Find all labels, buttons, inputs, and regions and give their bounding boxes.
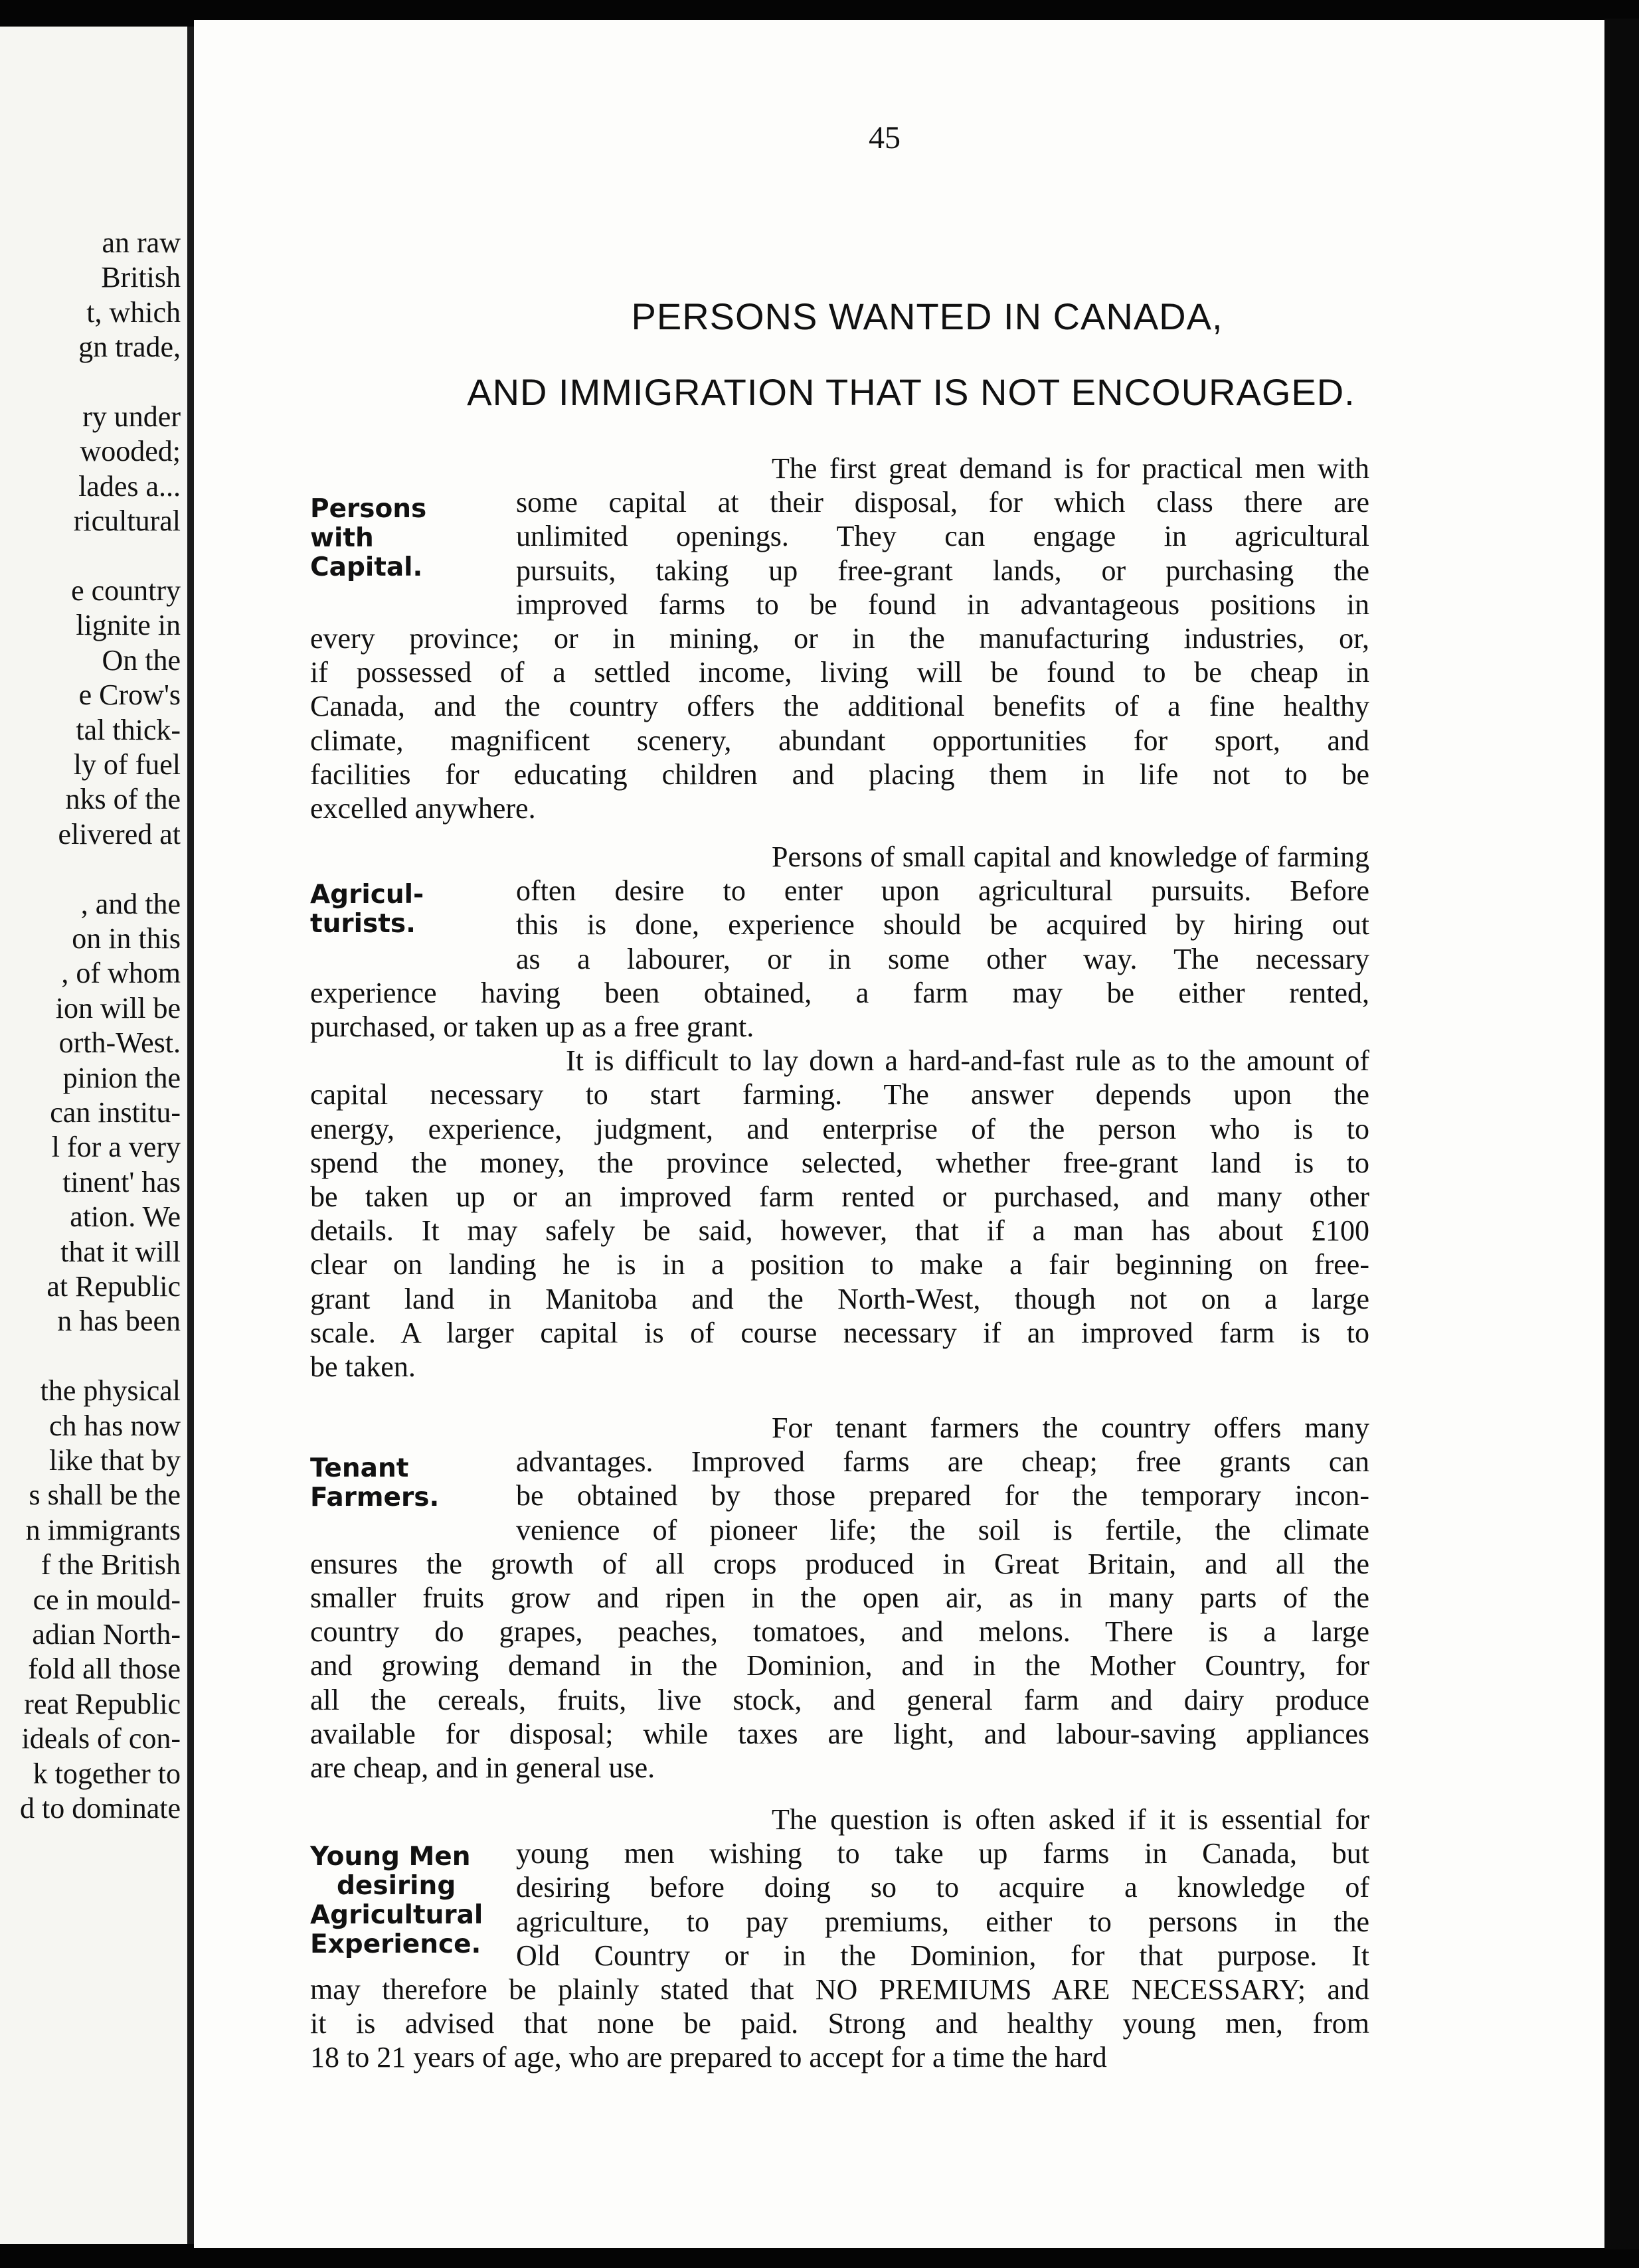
margin-heading — [310, 495, 509, 582]
text-line: grant land in Manitoba and the North-West, though not on a large — [310, 1282, 1369, 1315]
previous-page-line: at Republic — [46, 1270, 181, 1303]
margin-heading-line: desiring — [337, 1871, 456, 1901]
previous-page-line: fold all those — [28, 1653, 181, 1686]
previous-page-line: f the British — [41, 1548, 181, 1581]
text-line: spend the money, the province selected, whether free-grant land is to — [310, 1146, 1369, 1179]
margin-heading-line: turists. — [310, 909, 416, 939]
text-line: if possessed of a settled income, living will be found to be cheap in — [310, 656, 1369, 689]
text-line: are cheap, and in general use. — [310, 1751, 655, 1784]
text-line: venience of pioneer life; the soil is fertile, the climate — [516, 1513, 1369, 1546]
previous-page-line: ideals of con- — [21, 1722, 181, 1755]
text-line: facilities for educating children and placing them in life not to be — [310, 758, 1369, 791]
text-line: Canada, and the country offers the additional benefits of a fine healthy — [310, 690, 1369, 723]
text-line: may therefore be plainly stated that NO PREMIUMS ARE NECESSARY; and — [310, 1973, 1369, 2006]
previous-page-line: ch has now — [49, 1409, 181, 1442]
previous-page-line: lades a... — [78, 469, 181, 503]
previous-page-line: e country — [71, 574, 181, 607]
previous-page-line: the physical — [40, 1374, 181, 1408]
document-page — [194, 20, 1607, 2248]
text-line: agriculture, to pay premiums, either to persons in the — [516, 1905, 1369, 1938]
previous-page-line: ion will be — [55, 991, 181, 1024]
text-line: desiring before doing so to acquire a knowledge of — [516, 1871, 1369, 1904]
text-line: purchased, or taken up as a free grant. — [310, 1011, 754, 1043]
text-line: energy, experience, judgment, and enterprise of the person who is to — [310, 1112, 1369, 1145]
text-line: It is difficult to lay down a hard-and-fast rule as to the amount of — [566, 1044, 1369, 1078]
margin-heading — [310, 1842, 509, 1959]
previous-page-line: like that by — [49, 1444, 181, 1477]
text-line: For tenant farmers the country offers many — [772, 1412, 1369, 1444]
previous-page-line: n has been — [57, 1305, 181, 1338]
previous-page-line: on in this — [72, 922, 181, 955]
previous-page-line: ly of fuel — [73, 748, 181, 781]
margin-heading-line: Young Men — [310, 1842, 471, 1872]
previous-page-line: an raw — [102, 226, 181, 259]
text-line: often desire to enter upon agricultural pursuits. Before — [516, 874, 1369, 908]
text-line: and growing demand in the Dominion, and in the Mother Country, for — [310, 1649, 1369, 1682]
text-line: The first great demand is for practical men with — [772, 452, 1369, 485]
text-line: ensures the growth of all crops produced in Great Britain, and all the — [310, 1547, 1369, 1580]
text-line: every province; or in mining, or in the manufacturing industries, or, — [310, 622, 1369, 655]
page-number: 45 — [869, 120, 901, 155]
text-line: 18 to 21 years of age, who are prepared to accept for a time the hard — [310, 2041, 1107, 2074]
previous-page-line: ry under — [82, 400, 181, 433]
previous-page-line: ation. We — [70, 1200, 181, 1234]
margin-heading-line: Experience. — [310, 1929, 481, 1959]
text-line: some capital at their disposal, for which class there are — [516, 486, 1369, 519]
previous-page-line: lignite in — [76, 609, 181, 642]
text-line: Old Country or in the Dominion, for that purpose. It — [516, 1939, 1369, 1972]
previous-page-line: t, which — [86, 295, 181, 329]
text-line: The question is often asked if it is essential for — [772, 1803, 1369, 1836]
text-line: details. It may safely be said, however, that if a man has about £100 — [310, 1214, 1369, 1248]
previous-page-line: can institu- — [50, 1096, 181, 1129]
previous-page-line: gn trade, — [78, 331, 181, 364]
margin-heading — [310, 880, 509, 939]
previous-page-line: that it will — [60, 1235, 181, 1268]
previous-page-fragment — [0, 27, 187, 2244]
text-line: Persons of small capital and knowledge of farming — [772, 841, 1369, 873]
text-line: unlimited openings. They can engage in agricultural — [516, 520, 1369, 553]
margin-heading — [310, 1454, 509, 1512]
text-line: it is advised that none be paid. Strong and healthy young men, from — [310, 2007, 1369, 2040]
text-line: country do grapes, peaches, tomatoes, and melons. There is a large — [310, 1615, 1369, 1649]
previous-page-line: k together to — [33, 1757, 181, 1790]
page-title-line-1: PERSONS WANTED IN CANADA, — [631, 295, 1223, 337]
previous-page-line: n immigrants — [25, 1513, 181, 1546]
previous-page-line: elivered at — [58, 817, 181, 850]
text-line: pursuits, taking up free-grant lands, or purchasing the — [516, 554, 1369, 587]
page-edge-shadow — [1604, 19, 1639, 2249]
text-line: be taken. — [310, 1350, 416, 1383]
previous-page-line: On the — [102, 643, 181, 677]
margin-heading-line: Capital. — [310, 552, 423, 582]
previous-page-line: nks of the — [65, 783, 181, 816]
text-line: smaller fruits grow and ripen in the open air, as in many parts of the — [310, 1581, 1369, 1614]
previous-page-line: orth-West. — [58, 1026, 181, 1060]
previous-page-line: , of whom — [61, 957, 181, 990]
previous-page-line: ricultural — [73, 505, 181, 538]
page-title-line-2: AND IMMIGRATION THAT IS NOT ENCOURAGED. — [467, 371, 1355, 413]
text-line: excelled anywhere. — [310, 792, 536, 825]
previous-page-line: ce in mould- — [33, 1583, 181, 1616]
text-line: experience having been obtained, a farm may be either rented, — [310, 976, 1369, 1009]
previous-page-line: wooded; — [80, 435, 181, 468]
previous-page-line: , and the — [80, 887, 181, 920]
previous-page-line: pinion the — [62, 1061, 181, 1094]
text-line: clear on landing he is in a position to make a fair beginning on free- — [310, 1248, 1369, 1281]
previous-page-line: reat Republic — [24, 1687, 181, 1720]
text-line: climate, magnificent scenery, abundant opportunities for sport, and — [310, 724, 1369, 757]
previous-page-line: s shall be the — [29, 1479, 181, 1512]
text-line: capital necessary to start farming. The answer depends upon the — [310, 1078, 1369, 1111]
margin-heading-line: Agricultural — [310, 1900, 483, 1930]
text-line: as a labourer, or in some other way. The necessary — [516, 942, 1369, 975]
margin-heading-line: Persons — [310, 494, 427, 524]
text-line: this is done, experience should be acquired by hiring out — [516, 908, 1369, 941]
previous-page-line: d to dominate — [20, 1792, 181, 1824]
margin-heading-line: Tenant — [310, 1453, 409, 1483]
previous-page-line: adian North- — [32, 1618, 181, 1651]
text-line: scale. A larger capital is of course necessary if an improved farm is to — [310, 1316, 1369, 1349]
margin-heading-line: Farmers. — [310, 1483, 440, 1512]
text-line: all the cereals, fruits, live stock, and general farm and dairy produce — [310, 1683, 1369, 1716]
text-line: be taken up or an improved farm rented or purchased, and many other — [310, 1180, 1369, 1213]
margin-heading-line: Agricul- — [310, 880, 424, 910]
margin-heading-line: with — [310, 523, 374, 553]
text-line: young men wishing to take up farms in Canada, but — [516, 1837, 1369, 1870]
previous-page-line: tinent' has — [62, 1165, 181, 1198]
text-line: advantages. Improved farms are cheap; free grants can — [516, 1445, 1369, 1479]
previous-page-line: e Crow's — [78, 679, 181, 712]
previous-page-line: British — [101, 261, 181, 294]
previous-page-line: l for a very — [51, 1131, 181, 1164]
text-line: available for disposal; while taxes are light, and labour-saving appliances — [310, 1717, 1369, 1750]
previous-page-line: tal thick- — [76, 713, 181, 746]
text-line: be obtained by those prepared for the temporary incon- — [516, 1479, 1369, 1512]
text-line: improved farms to be found in advantageous positions in — [516, 588, 1369, 621]
